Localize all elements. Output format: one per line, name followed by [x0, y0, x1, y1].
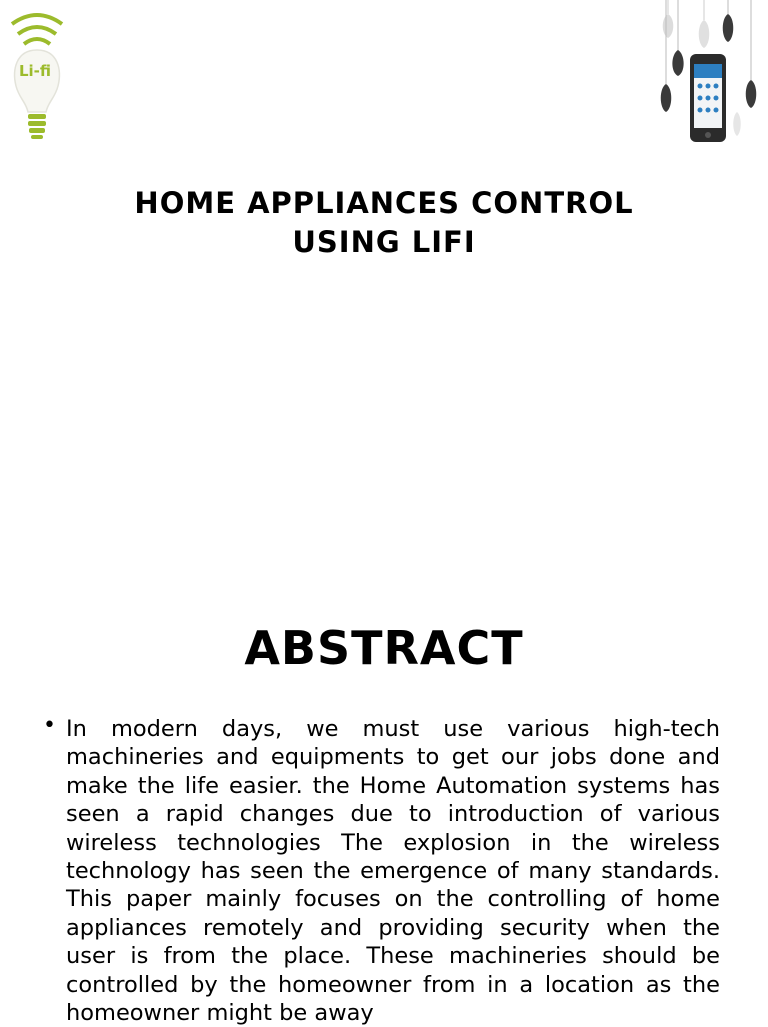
hanging-bulbs-phone-icon — [650, 0, 768, 150]
logo-text: Li-fi — [18, 62, 52, 80]
bullet-marker: • — [43, 713, 56, 738]
title-line-2: USING LIFI — [292, 225, 476, 259]
page-title — [84, 184, 684, 262]
abstract-heading: ABSTRACT — [244, 621, 524, 675]
hanging-bulbs-decoration — [650, 0, 768, 150]
title-line-1: HOME APPLIANCES CONTROL — [134, 186, 634, 220]
abstract-text: In modern days, we must use various high-tech machineries and equipments to get our jobs done and make the life easier. the Home Automation systems has seen a rapid changes due to introduction of various wireless technologies The explosion in the wireless technology has seen the emergence of many standards. This paper mainly focuses on the controlling of home appliances remotely and providing security when the user is from the place. These machineries should be controlled by the homeowner from in a location as the homeowner might be away — [66, 716, 720, 1027]
